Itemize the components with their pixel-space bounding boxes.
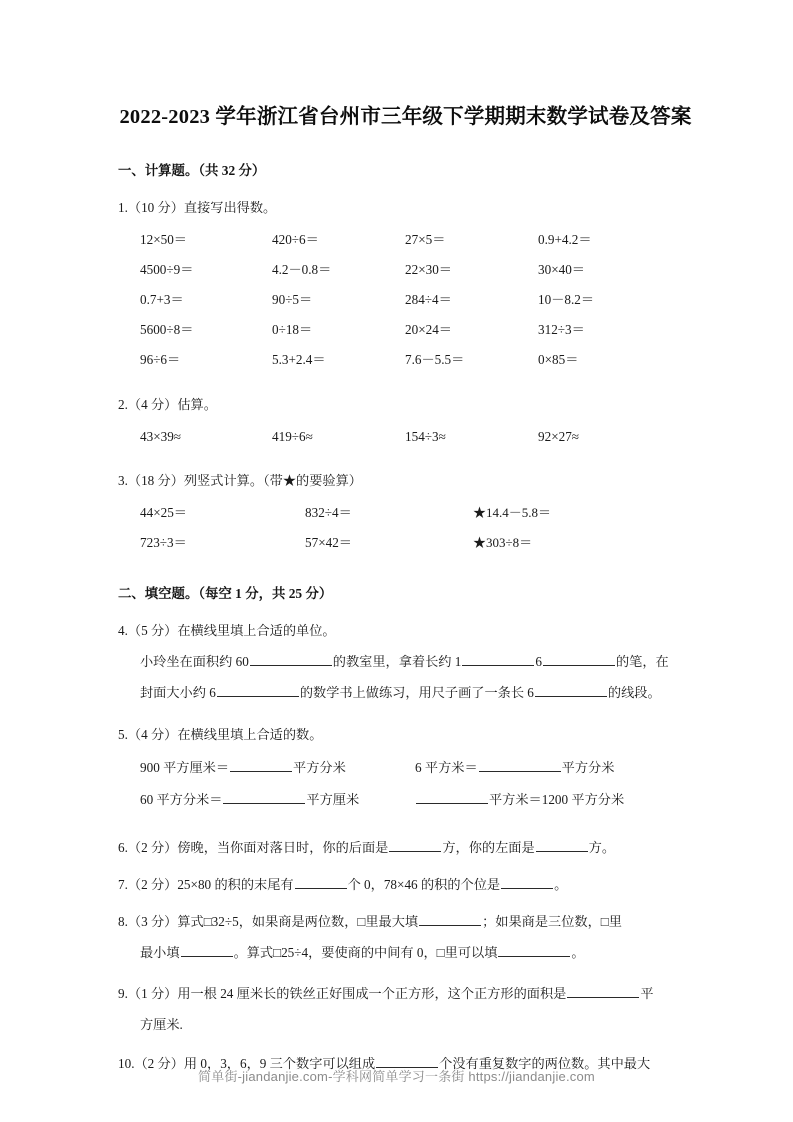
text-fragment: 封面大小约 6	[140, 684, 216, 700]
text-fragment: 平方厘米	[306, 791, 360, 807]
text-fragment: ；如果商是三位数，□里	[482, 913, 622, 929]
expression: 5600÷8＝	[140, 322, 194, 337]
question-7	[118, 863, 693, 900]
text-fragment: 7.（2 分）25×80 的积的末尾有	[118, 876, 294, 892]
expression: 723÷3＝	[140, 534, 187, 550]
expression: 92×27≈	[538, 428, 580, 444]
expression: 154÷3≈	[405, 428, 446, 444]
expression: 22×30＝	[405, 262, 452, 277]
text-fragment: 900 平方厘米＝	[140, 759, 230, 775]
footer-watermark: 简单街-jiandanjie.com-学科网简单学习一条街 https://jiandanjie.com	[198, 1069, 595, 1084]
expression: 20×24＝	[405, 322, 452, 337]
answer-blank[interactable]	[230, 758, 292, 772]
table-row	[140, 498, 693, 528]
expression: 57×42＝	[305, 534, 352, 550]
answer-blank[interactable]	[419, 912, 481, 926]
text-fragment: 的教室里，拿着长约 1	[332, 653, 462, 669]
question-3-prompt: 3.（18 分）列竖式计算。（带★的要验算）	[118, 472, 362, 488]
text-fragment: 。	[554, 876, 568, 892]
text-fragment: 的数学书上做练习，用尺子画了一条长 6	[299, 684, 534, 700]
expression: 832÷4＝	[305, 504, 352, 520]
expression: 44×25＝	[140, 504, 187, 520]
question-1-prompt: 1.（10 分）直接写出得数。	[118, 200, 277, 215]
question-8-continuation	[118, 937, 693, 968]
expression: 0×85＝	[538, 352, 579, 367]
section-heading-fill-in-blank: 二、填空题。（每空 1 分，共 25 分）	[118, 585, 333, 601]
question-9-continuation: 方厘米.	[140, 1016, 183, 1032]
answer-blank[interactable]	[567, 984, 639, 998]
text-fragment: 6	[535, 653, 542, 669]
expression-starred: ★303÷8＝	[473, 534, 533, 550]
text-fragment: 平方分米	[293, 759, 346, 775]
expression: 30×40＝	[538, 262, 585, 277]
question-5-grid	[118, 745, 693, 816]
section-heading-calculation: 一、计算题。（共 32 分）	[118, 163, 266, 178]
table-row	[140, 285, 693, 315]
table-row	[140, 422, 693, 452]
question-3-grid	[118, 491, 693, 558]
question-6	[118, 816, 693, 863]
text-fragment: 10.（2 分）用 0，3，6，9 三个数字可以组成	[118, 1055, 376, 1071]
expression: 312÷3＝	[538, 322, 585, 337]
expression: 10－8.2＝	[538, 292, 595, 307]
expression: 96÷6＝	[140, 352, 181, 367]
text-fragment: 平方米＝1200 平方分米	[489, 791, 625, 807]
text-fragment: 小玲坐在面积约 60	[140, 653, 249, 669]
expression: 27×5＝	[405, 232, 446, 247]
text-fragment: 方，你的左面是	[442, 839, 535, 855]
text-fragment: 平	[640, 985, 654, 1001]
table-row	[140, 528, 693, 558]
expression: 284÷4＝	[405, 292, 452, 307]
answer-blank[interactable]	[462, 652, 534, 666]
conversion-item	[415, 784, 624, 816]
answer-blank[interactable]	[389, 838, 441, 852]
text-fragment: 6 平方米＝	[415, 759, 478, 775]
question-4-body	[118, 641, 693, 708]
text-fragment: 9.（1 分）用一根 24 厘米长的铁丝正好围成一个正方形，这个正方形的面积是	[118, 985, 567, 1001]
question-9	[118, 968, 693, 1040]
expression: 0.9+4.2＝	[538, 232, 592, 247]
expression: 0÷18＝	[272, 322, 313, 337]
expression: 43×39≈	[140, 428, 182, 444]
answer-blank[interactable]	[498, 943, 570, 957]
answer-blank[interactable]	[501, 875, 553, 889]
answer-blank[interactable]	[250, 652, 332, 666]
conversion-item	[415, 752, 614, 784]
text-fragment: 最小填	[140, 944, 180, 960]
text-fragment: 平方分米	[561, 759, 615, 775]
question-8	[118, 900, 693, 968]
text-fragment: 6.（2 分）傍晚，当你面对落日时，你的后面是	[118, 839, 389, 855]
expression: 4500÷9＝	[140, 262, 194, 277]
expression: 0.7+3＝	[140, 292, 184, 307]
text-fragment: 8.（3 分）算式□32÷5，如果商是两位数，□里最大填	[118, 913, 419, 929]
expression: 5.3+2.4＝	[272, 352, 326, 367]
answer-blank[interactable]	[416, 790, 488, 804]
table-row	[140, 345, 693, 376]
table-row	[140, 225, 693, 255]
table-row	[140, 255, 693, 285]
conversion-item	[140, 752, 346, 784]
expression-starred: ★14.4－5.8＝	[473, 504, 552, 520]
text-fragment: 。算式□25÷4，要使商的中间有 0，□里可以填	[233, 944, 498, 960]
expression: 7.6－5.5＝	[405, 352, 465, 367]
text-fragment: 的线段。	[607, 684, 661, 700]
text-fragment: 的笔，在	[615, 653, 669, 669]
expression: 4.2－0.8＝	[272, 262, 332, 277]
table-row	[140, 752, 693, 784]
answer-blank[interactable]	[543, 652, 615, 666]
table-row	[140, 315, 693, 345]
table-row	[140, 784, 693, 816]
answer-blank[interactable]	[535, 683, 607, 697]
conversion-item	[140, 784, 359, 816]
text-fragment: 个 0，78×46 的积的个位是	[347, 876, 501, 892]
expression: 90÷5＝	[272, 292, 313, 307]
question-2-prompt: 2.（4 分）估算。	[118, 396, 217, 412]
expression: 419÷6≈	[272, 428, 313, 444]
expression: 12×50＝	[140, 232, 187, 247]
text-fragment: 方。	[588, 839, 616, 855]
page-title: 2022-2023 学年浙江省台州市三年级下学期期末数学试卷及答案	[119, 106, 692, 128]
text-fragment: 个没有重复数字的两位数。其中最大	[439, 1055, 651, 1071]
answer-blank[interactable]	[536, 838, 588, 852]
answer-blank[interactable]	[181, 943, 233, 957]
answer-blank[interactable]	[217, 683, 299, 697]
answer-blank[interactable]	[223, 790, 305, 804]
question-1-grid	[118, 218, 693, 376]
question-4-prompt: 4.（5 分）在横线里填上合适的单位。	[118, 622, 336, 638]
text-fragment: 60 平方分米＝	[140, 791, 223, 807]
answer-blank[interactable]	[479, 758, 561, 772]
expression: 420÷6＝	[272, 232, 319, 247]
question-5-prompt: 5.（4 分）在横线里填上合适的数。	[118, 726, 323, 742]
text-fragment: 。	[571, 944, 585, 960]
answer-blank[interactable]	[295, 875, 347, 889]
question-2-grid	[118, 415, 693, 452]
